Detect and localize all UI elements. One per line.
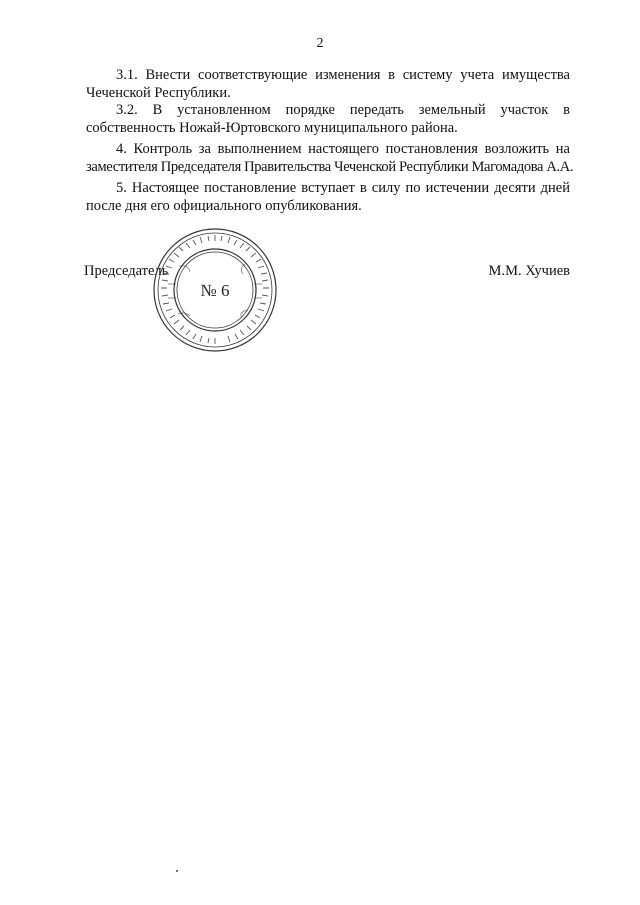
paragraph-3-1-line-1: 3.1. Внести соответствующие изменения в систему учета имущества bbox=[116, 67, 570, 83]
paragraph-3-2-line-2: собственность Ножай-Юртовского муниципального района. bbox=[86, 120, 458, 136]
paragraph-3-2-line-1: 3.2. В установленном порядке передать земельный участок в bbox=[116, 102, 570, 118]
signature-title: Председатель bbox=[84, 263, 169, 279]
paragraph-5-line-1: 5. Настоящее постановление вступает в силу по истечении десяти дней bbox=[116, 180, 570, 196]
paragraph-3-1-line-2: Чеченской Республики. bbox=[86, 85, 231, 101]
official-seal bbox=[150, 226, 280, 354]
paragraph-5-line-2: после дня его официального опубликования. bbox=[86, 198, 362, 214]
scan-mark bbox=[176, 870, 178, 872]
page-number: 2 bbox=[316, 36, 324, 51]
seal-number: № 6 bbox=[200, 281, 230, 300]
paragraph-4-line-2: заместителя Председателя Правительства Чеченской Республики Магомадова А.А. bbox=[86, 159, 574, 175]
paragraph-4-line-1: 4. Контроль за выполнением настоящего постановления возложить на bbox=[116, 141, 570, 157]
signatory-name: М.М. Хучиев bbox=[488, 263, 570, 279]
